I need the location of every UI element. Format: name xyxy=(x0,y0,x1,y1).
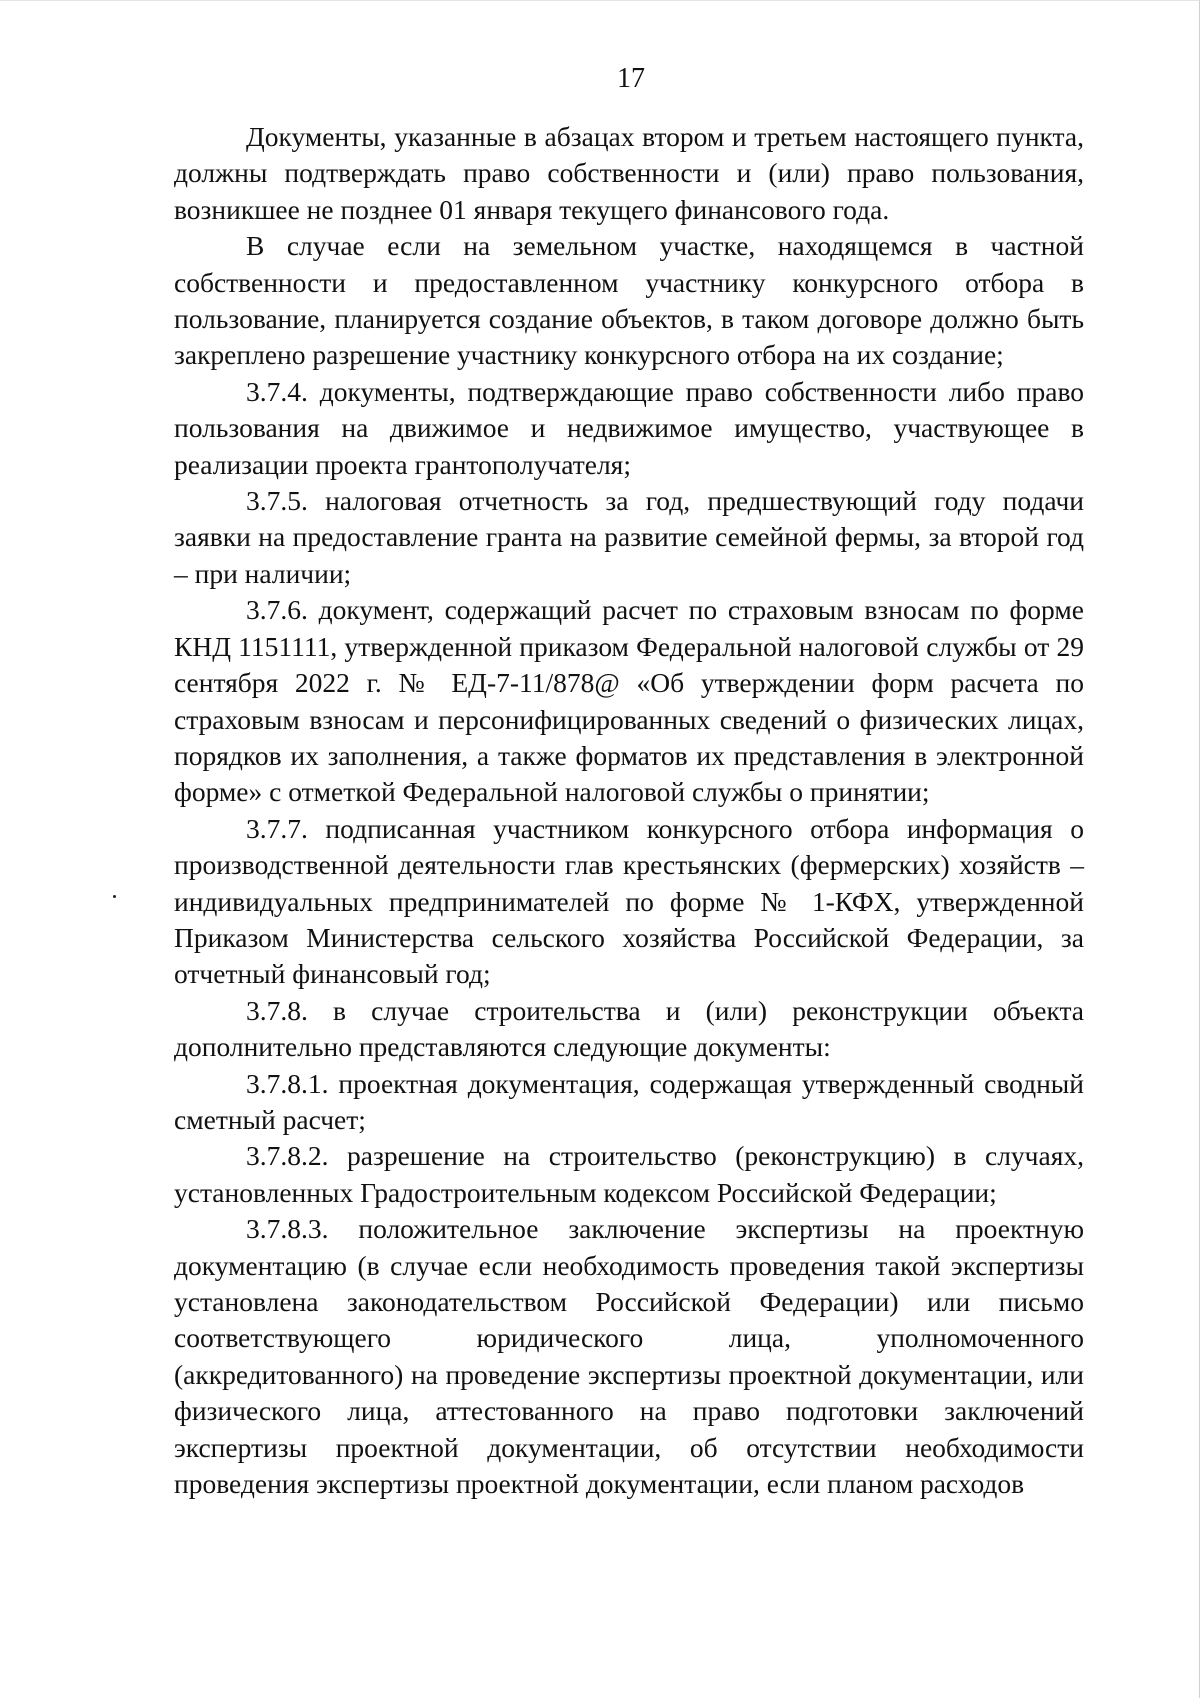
page-number: 17 xyxy=(617,63,645,94)
paragraph-3-7-4: 3.7.4. документы, подтверждающие право собственности либо право пользования на движимое и недвижимое имущество, участвующее в реализации проекта грантополучателя; xyxy=(174,375,1084,480)
paragraph-3-7-8-3: 3.7.8.3. положительное заключение экспертизы на проектную документацию (в случае если необходимость проведения такой экспертизы установлена законодательством Российской Федерации) или письмо соответствующего юридического лица, уполномоченного (аккредитованного) на проведение экспертизы проектной документации, или физического лица, аттестованного на право подготовки заключений экспертизы проектной документации, об отсутствии необходимости проведения экспертизы проектной документации, если планом расходов xyxy=(174,1213,1084,1500)
paragraph-3-7-8-1: 3.7.8.1. проектная документация, содержащая утвержденный сводный сметный расчет; xyxy=(174,1067,1084,1135)
paragraph-private-land: В случае если на земельном участке, находящемся в частной собственности и предоставленном участнику конкурсного отбора в пользование, планируется создание объектов, в таком договоре должно быть закреплено разрешение участнику конкурсного отбора на их создание; xyxy=(174,230,1084,371)
scan-speck xyxy=(113,895,116,898)
paragraph-3-7-8-2: 3.7.8.2. разрешение на строительство (реконструкцию) в случаях, установленных Градостроительным кодексом Российской Федерации; xyxy=(174,1140,1084,1208)
document-body xyxy=(174,119,1084,1502)
paragraph-3-7-5: 3.7.5. налоговая отчетность за год, предшествующий году подачи заявки на предоставление гранта на развитие семейной фермы, за второй год – при наличии; xyxy=(174,485,1084,589)
paragraph-3-7-8: 3.7.8. в случае строительства и (или) реконструкции объекта дополнительно представляются следующие документы: xyxy=(174,994,1084,1063)
paragraph-3-7-7: 3.7.7. подписанная участником конкурсного отбора информация о производственной деятельности глав крестьянских (фермерских) хозяйств – индивидуальных предпринимателей по форме № 1-КФХ, утвержденной Приказом Министерства сельского хозяйства Российской Федерации, за отчетный финансовый год; xyxy=(174,812,1084,990)
paragraph-documents-rights: Документы, указанные в абзацах втором и третьем настоящего пункта, должны подтверждать право собственности и (или) право пользования, возникшее не позднее 01 января текущего финансового года. xyxy=(174,121,1084,225)
paragraph-3-7-6: 3.7.6. документ, содержащий расчет по страховым взносам по форме КНД 1151111, утвержденной приказом Федеральной налоговой службы от 29 сентября 2022 г. № ЕД-7-11/878@ «Об утверждении форм расчета по страховым взносам и персонифицированных сведений о физических лицах, порядков их заполнения, а также форматов их представления в электронной форме» с отметкой Федеральной налоговой службы о принятии; xyxy=(174,594,1084,808)
